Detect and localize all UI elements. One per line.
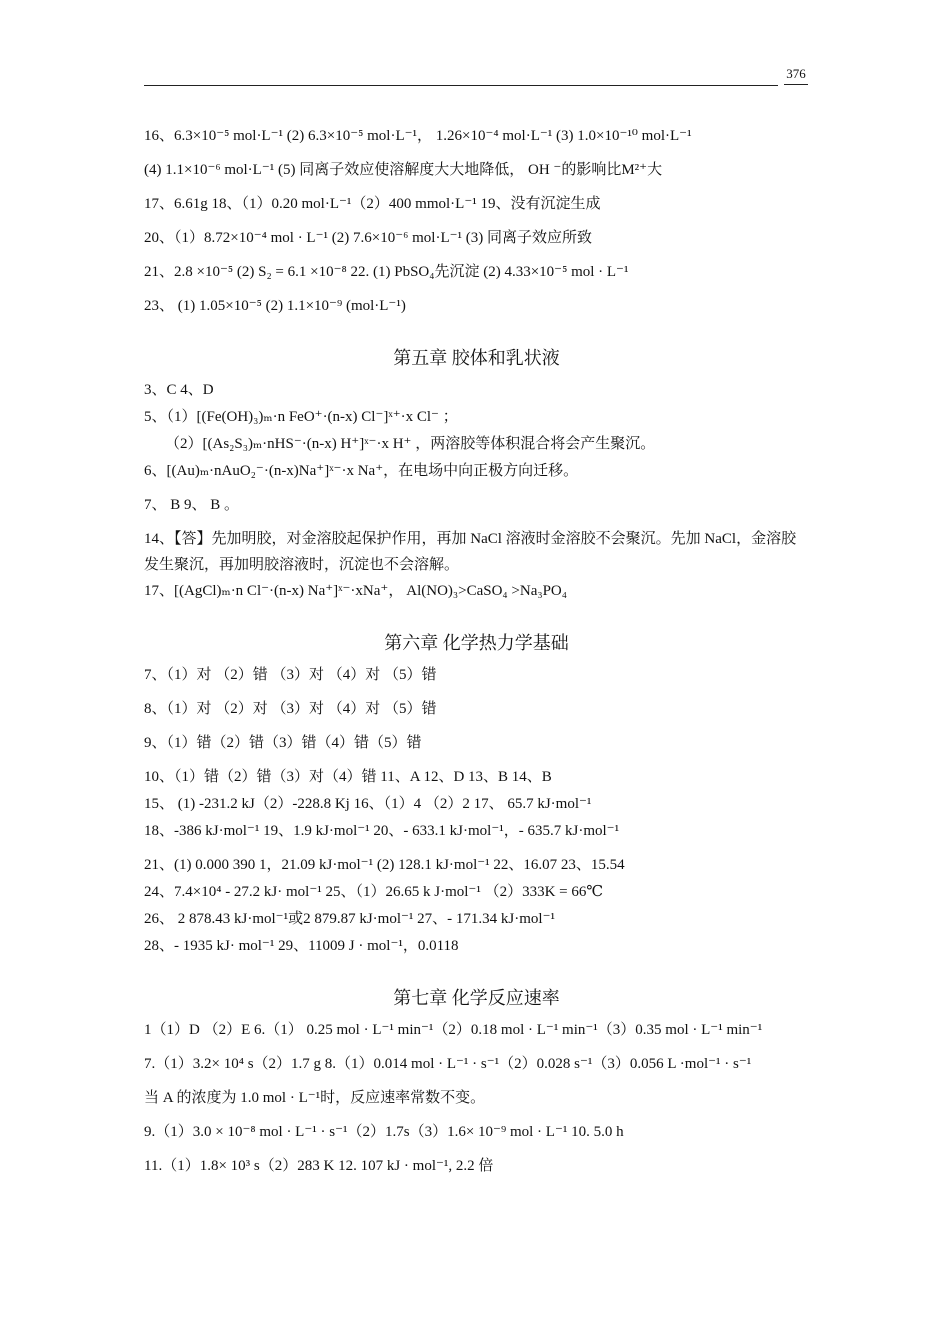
- answer-line: 9、（1）错（2）错（3）错（4）错（5）错: [144, 735, 422, 751]
- answer-line: 当 A 的浓度为 1.0 mol · L⁻¹时，反应速率常数不变。: [144, 1090, 486, 1106]
- answer-line: (4) 1.1×10⁻⁶ mol·L⁻¹ (5) 同离子效应使溶解度大大地降低， OH ⁻的影响比M²⁺大: [144, 162, 663, 178]
- chapter-6-heading: 第六章 化学热力学基础: [384, 633, 569, 653]
- chapter-7-heading: 第七章 化学反应速率: [393, 988, 560, 1008]
- header-rule: [144, 85, 778, 86]
- answer-line: 10、（1）错（2）错（3）对（4）错 11、A 12、D 13、B 14、B: [144, 769, 552, 785]
- page-content: [144, 123, 809, 1187]
- answer-line: 15、 (1) -231.2 kJ（2）-228.8 Kj 16、（1）4 （2）2 17、 65.7 kJ·mol⁻¹: [144, 796, 592, 812]
- chapter-5-heading: 第五章 胶体和乳状液: [393, 348, 560, 368]
- answer-line: 18、-386 kJ·mol⁻¹ 19、1.9 kJ·mol⁻¹ 20、- 633.1 kJ·mol⁻¹，- 635.7 kJ·mol⁻¹: [144, 823, 620, 839]
- answer-line: 11.（1）1.8× 10³ s（2）283 K 12. 107 kJ · mol⁻¹, 2.2 倍: [144, 1158, 494, 1174]
- answer-line: 8、（1）对 （2）对 （3）对 （4）对 （5）错: [144, 701, 437, 717]
- answer-line: 5、（1）[(Fe(OH)₃)ₘ·n FeO⁺·(n-x) Cl⁻]ˣ⁺·x Cl⁻ ；: [144, 409, 458, 425]
- answer-line: 20、（1）8.72×10⁻⁴ mol · L⁻¹ (2) 7.6×10⁻⁶ mol·L⁻¹ (3) 同离子效应所致: [144, 230, 593, 246]
- answer-line: 28、- 1935 kJ· mol⁻¹ 29、11009 J · mol⁻¹，0.0118: [144, 938, 459, 954]
- answer-line: 26、 2 878.43 kJ·mol⁻¹或2 879.87 kJ·mol⁻¹ 27、- 171.34 kJ·mol⁻¹: [144, 911, 555, 927]
- answer-line: 6、[(Au)ₘ·nAuO₂⁻·(n-x)Na⁺]ˣ⁻·x Na⁺，在电场中向正极方向迁移。: [144, 463, 579, 479]
- answer-line: 7.（1）3.2× 10⁴ s（2）1.7 g 8.（1）0.014 mol · L⁻¹ · s⁻¹（2）0.028 s⁻¹（3）0.056 L ·mol⁻¹ · s⁻¹: [144, 1056, 752, 1072]
- answer-line: 17、[(AgCl)ₘ·n Cl⁻·(n-x) Na⁺]ˣ⁻·xNa⁺， Al(NO)₃>CaSO₄ >Na₃PO₄: [144, 583, 567, 599]
- answer-line: 17、6.61g 18、（1）0.20 mol·L⁻¹（2）400 mmol·L⁻¹ 19、没有沉淀生成: [144, 196, 601, 212]
- answer-line: 21、(1) 0.000 390 1，21.09 kJ·mol⁻¹ (2) 128.1 kJ·mol⁻¹ 22、16.07 23、15.54: [144, 857, 625, 873]
- answer-line: 23、 (1) 1.05×10⁻⁵ (2) 1.1×10⁻⁹ (mol·L⁻¹): [144, 298, 406, 314]
- answer-line: 16、6.3×10⁻⁵ mol·L⁻¹ (2) 6.3×10⁻⁵ mol·L⁻¹， 1.26×10⁻⁴ mol·L⁻¹ (3) 1.0×10⁻¹⁰ mol·L⁻¹: [144, 128, 692, 144]
- answer-line: 3、C 4、D: [144, 382, 214, 398]
- answer-line: 24、7.4×10⁴ - 27.2 kJ· mol⁻¹ 25、（1）26.65 k J·mol⁻¹ （2）333K = 66℃: [144, 884, 604, 900]
- answer-line: 7、（1）对 （2）错 （3）对 （4）对 （5）错: [144, 667, 437, 683]
- answer-line: （2）[(As₂S₃)ₘ·nHS⁻·(n-x) H⁺]ˣ⁻·x H⁺ ，两溶胶等体积混合将会产生聚沉。: [165, 436, 656, 452]
- answer-line: 9.（1）3.0 × 10⁻⁸ mol · L⁻¹ · s⁻¹（2）1.7s（3）1.6× 10⁻⁹ mol · L⁻¹ 10. 5.0 h: [144, 1124, 624, 1140]
- answer-line: 21、2.8 ×10⁻⁵ (2) S₂ = 6.1 ×10⁻⁸ 22. (1) PbSO₄先沉淀 (2) 4.33×10⁻⁵ mol · L⁻¹: [144, 264, 629, 280]
- answer-line: 1（1）D （2）E 6.（1） 0.25 mol · L⁻¹ min⁻¹（2）0.18 mol · L⁻¹ min⁻¹（3）0.35 mol · L⁻¹ min⁻¹: [144, 1022, 763, 1038]
- answer-paragraph: 14、【答】先加明胶，对金溶胶起保护作用，再加 NaCl 溶液时金溶胶不会聚沉。先加 NaCl，金溶胶发生聚沉，再加明胶溶液时，沉淀也不会溶解。: [144, 531, 797, 573]
- page-number: 376: [784, 66, 808, 85]
- answer-line: 7、 B 9、 B 。: [144, 497, 240, 513]
